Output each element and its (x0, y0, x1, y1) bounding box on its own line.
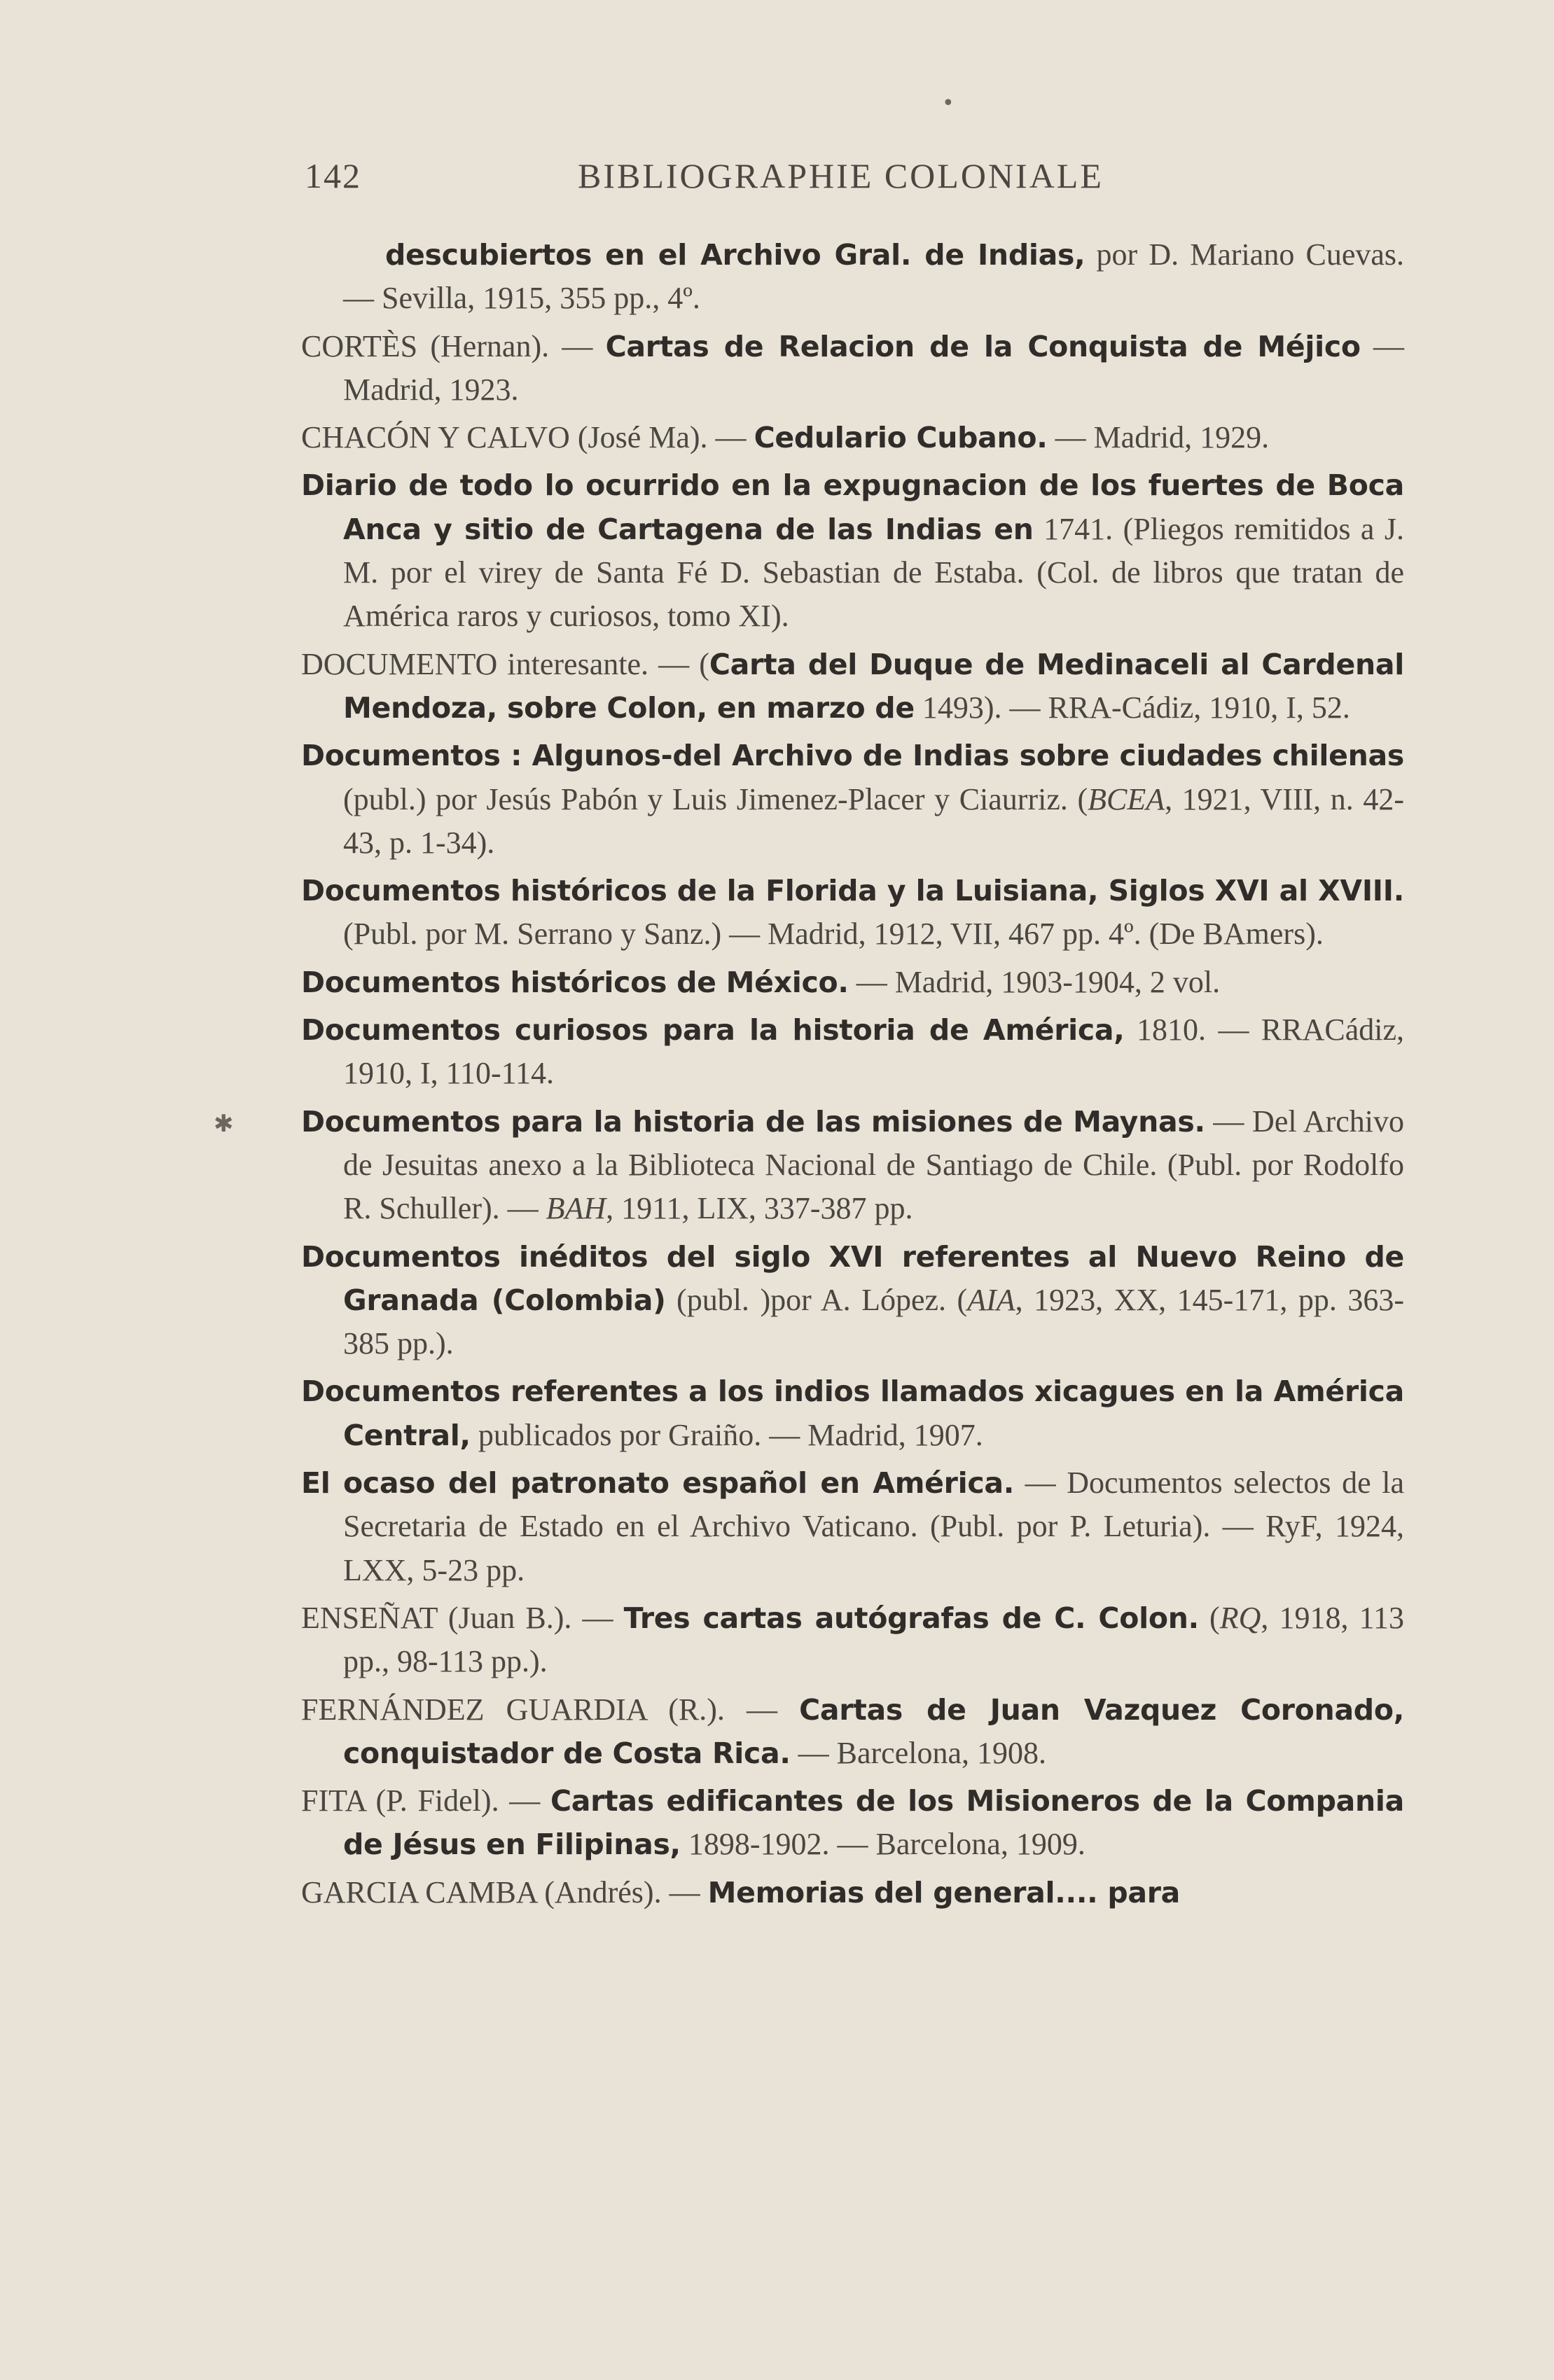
entry-title: Documentos para la historia de las misiones de Maynas. (301, 1104, 1205, 1139)
entry-title: Documentos históricos de la Florida y la Luisiana, Siglos XVI al XVIII. (301, 874, 1404, 908)
bibliography-entry (301, 961, 1404, 1004)
entry-title: Tres cartas autógrafas de C. Colon. (623, 1601, 1199, 1635)
entry-text: publicados por Graiño. — Madrid, 1907. (470, 1417, 983, 1452)
entry-text: 1493). — RRA-Cádiz, 1910, I, 52. (914, 690, 1350, 725)
entry-title: Documentos curiosos para la historia de América, (301, 1013, 1125, 1048)
bibliography-entry (301, 1235, 1404, 1366)
bibliography-entry (301, 464, 1404, 638)
bibliography-entry (301, 1008, 1404, 1096)
bibliography-entry (301, 734, 1404, 865)
entry-title: Documentos inéditos del siglo XVI referentes al Nuevo Reino de Granada (Colombia) (301, 1239, 1404, 1317)
entry-title: Documentos referentes a los indios llamados xicagues en la América Central, (301, 1375, 1404, 1452)
entry-title: Cedulario Cubano. (754, 421, 1048, 455)
bibliography-entry (301, 869, 1404, 956)
entry-text: (publ.) por Jesús Pabón y Luis Jimenez-Placer y Ciaurriz. ( (343, 781, 1088, 816)
entry-text: — Madrid, 1929. (1047, 420, 1270, 455)
bibliography-entry (301, 1100, 1404, 1231)
entry-text: — Documentos selectos de la Secretaria de Estado en el Archivo Vaticano. (Publ. por P. Leturia). — RyF, 1924, LXX, 5-23 pp. (343, 1466, 1404, 1587)
entry-text: , 1911, LIX, 337-387 pp. (606, 1191, 913, 1226)
entry-title: Carta del Duque de Medinaceli al Cardenal Mendoza, sobre Colon, en marzo de (343, 647, 1404, 725)
entry-text: FERNÁNDEZ GUARDIA (R.). — (301, 1692, 800, 1727)
bibliography-entry (301, 643, 1404, 730)
bibliography-entry (301, 416, 1404, 459)
entry-text: , 1923, XX, 145-171, pp. 363-385 pp.). (343, 1282, 1405, 1361)
entry-text: , 1921, VIII, n. 42-43, p. 1-34). (343, 781, 1404, 860)
entry-title: Cartas de Juan Vazquez Coronado, conquistador de Costa Rica. (343, 1692, 1404, 1770)
print-speck-mark: • (942, 91, 955, 116)
page-number: 142 (305, 156, 361, 195)
bibliography-entry (301, 1596, 1404, 1684)
bibliography-entry (301, 233, 1404, 321)
entry-title: Documentos históricos de México. (301, 965, 849, 999)
bibliography-entry (301, 1688, 1404, 1776)
journal-abbrev: RQ (1219, 1600, 1261, 1635)
bibliography-entry (301, 1461, 1404, 1592)
journal-abbrev: BCEA (1088, 781, 1165, 816)
entry-title: Diario de todo lo ocurrido en la expugnacion de los fuertes de Boca Anca y sitio de Cartagena de las Indias en (301, 468, 1404, 546)
page-header (305, 155, 1467, 204)
running-title: BIBLIOGRAPHIE COLONIALE (578, 156, 1104, 195)
bibliography-entry (301, 1370, 1404, 1457)
entry-title: Memorias del general.... para (707, 1875, 1181, 1909)
entry-text: FITA (P. Fidel). — (301, 1783, 550, 1818)
entry-text: por D. Mariano Cuevas. — Sevilla, 1915, 355 pp., 4º. (343, 237, 1404, 316)
entry-text: — Madrid, 1903-1904, 2 vol. (848, 964, 1221, 999)
bibliography-entries (301, 233, 1404, 1919)
entry-text: ENSEÑAT (Juan B.). — (301, 1600, 624, 1635)
bibliography-entry (301, 1779, 1404, 1867)
entry-text: DOCUMENTO interesante. — ( (301, 646, 709, 681)
entry-text: (Publ. por M. Serrano y Sanz.) — Madrid, 1912, VII, 467 pp. 4º. (De BAmers). (343, 917, 1324, 952)
entry-text: ( (1198, 1600, 1220, 1635)
journal-abbrev: BAH (546, 1191, 606, 1226)
entry-title: El ocaso del patronato español en América. (301, 1466, 1014, 1501)
entry-text: 1898-1902. — Barcelona, 1909. (680, 1827, 1085, 1862)
entry-text: 1810. — RRACádiz, 1910, I, 110-114. (343, 1012, 1404, 1091)
entry-text: — Madrid, 1923. (343, 328, 1405, 407)
entry-title: Cartas edificantes de los Misioneros de la Compania de Jésus en Filipinas, (343, 1784, 1405, 1862)
entry-text: — Del Archivo de Jesuitas anexo a la Biblioteca Nacional de Santiago de Chile. (Publ. por Rodolfo R. Schuller). — (343, 1104, 1404, 1226)
entry-text: GARCIA CAMBA (Andrés). — (301, 1874, 708, 1909)
entry-text: (publ. )por A. López. ( (665, 1282, 968, 1317)
entry-text: 1741. (Pliegos remitidos a J. M. por el virey de Santa Fé D. Sebastian de Estaba. (Col. de libros que tratan de América raros y curiosos, tomo XI). (343, 511, 1404, 634)
bibliography-entry (301, 1871, 1404, 1914)
print-speck-mark: ✱ (214, 1110, 234, 1138)
entry-title: descubiertos en el Archivo Gral. de Indias, (385, 238, 1085, 272)
entry-text: — Barcelona, 1908. (790, 1735, 1046, 1770)
journal-abbrev: AIA (967, 1282, 1015, 1317)
entry-title: Documentos : Algunos-del Archivo de Indias sobre ciudades chilenas (301, 739, 1404, 773)
entry-text: CHACÓN Y CALVO (José Ma). — (301, 420, 754, 455)
entry-title: Cartas de Relacion de la Conquista de Méjico (605, 329, 1361, 363)
bibliography-entry (301, 325, 1404, 412)
entry-text: CORTÈS (Hernan). — (301, 328, 606, 363)
entry-text: , 1918, 113 pp., 98-113 pp.). (343, 1600, 1405, 1679)
